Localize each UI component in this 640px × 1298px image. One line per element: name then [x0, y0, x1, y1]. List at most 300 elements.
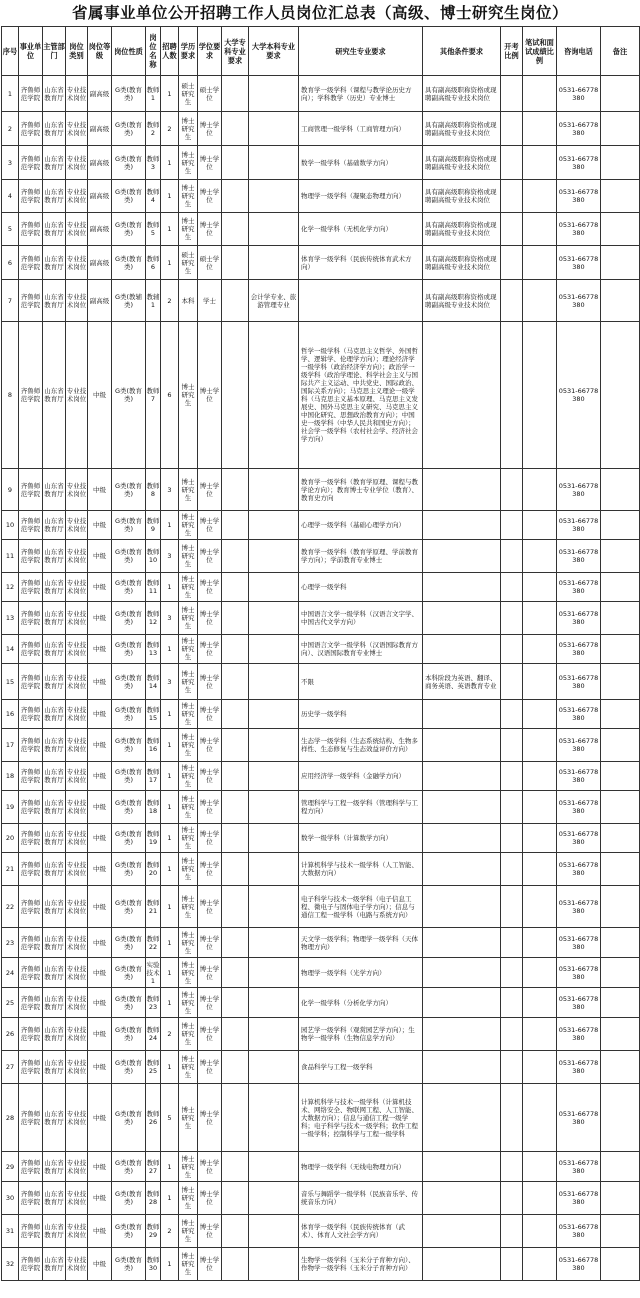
cell-other-requirements — [423, 762, 501, 791]
cell-seq: 30 — [2, 1182, 19, 1215]
cell-college-major — [222, 322, 249, 469]
cell-remarks — [601, 511, 640, 540]
cell-post-name: 教辅1 — [146, 280, 161, 322]
cell-exam-ratio — [501, 635, 523, 664]
cell-category: 专业技术岗位 — [66, 246, 88, 280]
cell-exam-ratio — [501, 988, 523, 1018]
table-row — [2, 1152, 640, 1182]
cell-education: 博士研究生 — [179, 700, 198, 729]
cell-remarks — [601, 824, 640, 853]
cell-nature: G类(教育类) — [112, 700, 146, 729]
cell-other-requirements — [423, 1215, 501, 1248]
cell-bachelor-major — [249, 1182, 299, 1215]
header-unit: 事业单位 — [19, 27, 43, 76]
cell-dept: 山东省教育厅 — [43, 573, 66, 602]
cell-count: 1 — [161, 511, 179, 540]
cell-other-requirements: 具有副高级职称资格或现聘副高级专业技术岗位 — [423, 213, 501, 246]
cell-college-major — [222, 573, 249, 602]
cell-college-major — [222, 602, 249, 635]
header-graduate-major: 研究生专业要求 — [299, 27, 423, 76]
cell-dept: 山东省教育厅 — [43, 1215, 66, 1248]
cell-graduate-major: 生态学一级学科（生态系统结构、生物多样性、生态修复与生态效益评价方向） — [299, 729, 423, 762]
cell-college-major — [222, 1152, 249, 1182]
cell-category: 专业技术岗位 — [66, 729, 88, 762]
cell-category: 专业技术岗位 — [66, 76, 88, 112]
cell-category: 专业技术岗位 — [66, 1215, 88, 1248]
cell-college-major — [222, 886, 249, 928]
cell-college-major — [222, 824, 249, 853]
cell-degree: 博士学位 — [198, 469, 222, 511]
cell-level: 中级 — [88, 700, 112, 729]
page-title: 省属事业单位公开招聘工作人员岗位汇总表（高级、博士研究生岗位） — [71, 3, 568, 22]
cell-bachelor-major — [249, 635, 299, 664]
cell-score-ratio — [523, 664, 557, 700]
cell-dept: 山东省教育厅 — [43, 635, 66, 664]
cell-nature: G类(教育类) — [112, 729, 146, 762]
cell-remarks — [601, 1215, 640, 1248]
cell-college-major — [222, 540, 249, 573]
header-other-requirements: 其他条件要求 — [423, 27, 501, 76]
cell-nature: G类(教育类) — [112, 180, 146, 213]
cell-nature: G类(教育类) — [112, 213, 146, 246]
cell-phone: 0531-66778380 — [557, 469, 601, 511]
cell-score-ratio — [523, 602, 557, 635]
cell-dept: 山东省教育厅 — [43, 1018, 66, 1051]
cell-category: 专业技术岗位 — [66, 322, 88, 469]
cell-college-major — [222, 1084, 249, 1152]
cell-phone: 0531-66778380 — [557, 1018, 601, 1051]
cell-education: 博士研究生 — [179, 469, 198, 511]
cell-unit: 齐鲁师范学院 — [19, 76, 43, 112]
cell-count: 1 — [161, 573, 179, 602]
cell-seq: 31 — [2, 1215, 19, 1248]
cell-exam-ratio — [501, 146, 523, 180]
cell-remarks — [601, 602, 640, 635]
cell-graduate-major: 数学一级学科（基础数学方向） — [299, 146, 423, 180]
cell-bachelor-major — [249, 664, 299, 700]
cell-score-ratio — [523, 791, 557, 824]
cell-seq: 22 — [2, 886, 19, 928]
cell-bachelor-major — [249, 469, 299, 511]
cell-unit: 齐鲁师范学院 — [19, 729, 43, 762]
cell-unit: 齐鲁师范学院 — [19, 886, 43, 928]
cell-other-requirements — [423, 853, 501, 886]
cell-degree: 硕士学位 — [198, 76, 222, 112]
cell-remarks — [601, 1182, 640, 1215]
cell-phone: 0531-66778380 — [557, 958, 601, 988]
cell-graduate-major: 生物学一级学科（玉米分子育种方向）、作物学一级学科（玉米分子育种方向） — [299, 1248, 423, 1281]
cell-category: 专业技术岗位 — [66, 213, 88, 246]
cell-dept: 山东省教育厅 — [43, 928, 66, 958]
cell-remarks — [601, 635, 640, 664]
cell-seq: 9 — [2, 469, 19, 511]
cell-exam-ratio — [501, 700, 523, 729]
cell-remarks — [601, 180, 640, 213]
table-row — [2, 1248, 640, 1281]
cell-graduate-major: 物理学一级学科（凝聚态物理方向） — [299, 180, 423, 213]
cell-education: 博士研究生 — [179, 958, 198, 988]
cell-phone: 0531-66778380 — [557, 1051, 601, 1084]
cell-seq: 6 — [2, 246, 19, 280]
table-row — [2, 886, 640, 928]
cell-post-name: 教师18 — [146, 791, 161, 824]
cell-post-name: 教师5 — [146, 213, 161, 246]
cell-graduate-major: 中国语言文学一级学科（汉语国际教育方向）、汉语国际教育专业博士 — [299, 635, 423, 664]
cell-count: 2 — [161, 1215, 179, 1248]
cell-count: 1 — [161, 1182, 179, 1215]
cell-level: 中级 — [88, 1018, 112, 1051]
cell-category: 专业技术岗位 — [66, 664, 88, 700]
cell-graduate-major: 应用经济学一级学科（金融学方向） — [299, 762, 423, 791]
cell-phone: 0531-66778380 — [557, 112, 601, 146]
cell-nature: G类(教育类) — [112, 246, 146, 280]
cell-category: 专业技术岗位 — [66, 180, 88, 213]
cell-nature: G类(教育类) — [112, 602, 146, 635]
cell-college-major — [222, 988, 249, 1018]
header-dept: 主管部门 — [43, 27, 66, 76]
cell-other-requirements — [423, 1182, 501, 1215]
cell-phone: 0531-66778380 — [557, 511, 601, 540]
cell-score-ratio — [523, 76, 557, 112]
table-row — [2, 76, 640, 112]
cell-phone: 0531-66778380 — [557, 1084, 601, 1152]
cell-nature: G类(教育类) — [112, 146, 146, 180]
cell-exam-ratio — [501, 76, 523, 112]
cell-seq: 28 — [2, 1084, 19, 1152]
cell-remarks — [601, 1051, 640, 1084]
cell-level: 中级 — [88, 886, 112, 928]
cell-degree: 博士学位 — [198, 664, 222, 700]
cell-dept: 山东省教育厅 — [43, 602, 66, 635]
cell-other-requirements — [423, 322, 501, 469]
cell-phone: 0531-66778380 — [557, 729, 601, 762]
cell-level: 中级 — [88, 1248, 112, 1281]
cell-education: 本科 — [179, 280, 198, 322]
table-row — [2, 213, 640, 246]
cell-education: 博士研究生 — [179, 729, 198, 762]
cell-count: 1 — [161, 762, 179, 791]
cell-unit: 齐鲁师范学院 — [19, 180, 43, 213]
cell-dept: 山东省教育厅 — [43, 1051, 66, 1084]
cell-nature: G类(教育类) — [112, 540, 146, 573]
table-row — [2, 573, 640, 602]
cell-seq: 23 — [2, 928, 19, 958]
cell-bachelor-major — [249, 1018, 299, 1051]
cell-graduate-major: 天文学一级学科；物理学一级学科（天体物理方向） — [299, 928, 423, 958]
cell-phone: 0531-66778380 — [557, 602, 601, 635]
cell-exam-ratio — [501, 602, 523, 635]
table-row — [2, 928, 640, 958]
cell-other-requirements: 本科阶段为英语、翻译、商务英语、英语教育专业 — [423, 664, 501, 700]
cell-category: 专业技术岗位 — [66, 635, 88, 664]
cell-level: 中级 — [88, 602, 112, 635]
cell-count: 1 — [161, 1248, 179, 1281]
table-row — [2, 791, 640, 824]
cell-other-requirements — [423, 928, 501, 958]
table-row — [2, 511, 640, 540]
cell-unit: 齐鲁师范学院 — [19, 213, 43, 246]
cell-education: 硕士研究生 — [179, 76, 198, 112]
cell-graduate-major: 教育学一级学科（教育学原理、学前教育学方向）；学前教育专业博士 — [299, 540, 423, 573]
cell-category: 专业技术岗位 — [66, 1051, 88, 1084]
cell-score-ratio — [523, 1182, 557, 1215]
cell-category: 专业技术岗位 — [66, 1084, 88, 1152]
cell-bachelor-major — [249, 988, 299, 1018]
cell-unit: 齐鲁师范学院 — [19, 1084, 43, 1152]
cell-education: 博士研究生 — [179, 824, 198, 853]
cell-degree: 博士学位 — [198, 1215, 222, 1248]
table-row — [2, 1182, 640, 1215]
cell-level: 副高级 — [88, 76, 112, 112]
cell-unit: 齐鲁师范学院 — [19, 112, 43, 146]
cell-college-major — [222, 635, 249, 664]
cell-education: 博士研究生 — [179, 988, 198, 1018]
cell-other-requirements — [423, 1084, 501, 1152]
cell-score-ratio — [523, 112, 557, 146]
cell-count: 1 — [161, 246, 179, 280]
cell-degree: 博士学位 — [198, 635, 222, 664]
cell-seq: 16 — [2, 700, 19, 729]
cell-other-requirements — [423, 791, 501, 824]
cell-phone: 0531-66778380 — [557, 540, 601, 573]
cell-nature: G类(教育类) — [112, 469, 146, 511]
cell-exam-ratio — [501, 1182, 523, 1215]
cell-post-name: 教师16 — [146, 729, 161, 762]
cell-other-requirements: 具有副高级职称资格或现聘副高级专业技术岗位 — [423, 146, 501, 180]
header-bachelor-major: 大学本科专业要求 — [249, 27, 299, 76]
cell-post-name: 教师25 — [146, 1051, 161, 1084]
cell-education: 博士研究生 — [179, 664, 198, 700]
cell-other-requirements — [423, 988, 501, 1018]
cell-score-ratio — [523, 700, 557, 729]
cell-dept: 山东省教育厅 — [43, 1084, 66, 1152]
cell-level: 副高级 — [88, 180, 112, 213]
header-remarks: 备注 — [601, 27, 640, 76]
cell-category: 专业技术岗位 — [66, 602, 88, 635]
cell-phone: 0531-66778380 — [557, 988, 601, 1018]
cell-graduate-major: 计算机科学与技术一级学科（人工智能、大数据方向） — [299, 853, 423, 886]
cell-college-major — [222, 1182, 249, 1215]
cell-seq: 8 — [2, 322, 19, 469]
cell-bachelor-major — [249, 729, 299, 762]
cell-category: 专业技术岗位 — [66, 1018, 88, 1051]
cell-level: 副高级 — [88, 213, 112, 246]
cell-dept: 山东省教育厅 — [43, 664, 66, 700]
cell-seq: 13 — [2, 602, 19, 635]
cell-other-requirements — [423, 602, 501, 635]
header-category: 岗位类别 — [66, 27, 88, 76]
cell-bachelor-major — [249, 180, 299, 213]
cell-unit: 齐鲁师范学院 — [19, 988, 43, 1018]
cell-score-ratio — [523, 729, 557, 762]
cell-post-name: 实验技术1 — [146, 958, 161, 988]
table-row — [2, 246, 640, 280]
cell-degree: 博士学位 — [198, 791, 222, 824]
cell-category: 专业技术岗位 — [66, 280, 88, 322]
cell-remarks — [601, 540, 640, 573]
cell-count: 2 — [161, 112, 179, 146]
cell-dept: 山东省教育厅 — [43, 322, 66, 469]
cell-degree: 博士学位 — [198, 146, 222, 180]
cell-degree: 硕士学位 — [198, 246, 222, 280]
cell-other-requirements — [423, 635, 501, 664]
cell-graduate-major: 管理科学与工程一级学科（管理科学与工程方向） — [299, 791, 423, 824]
cell-graduate-major: 物理学一级学科（无线电物理方向） — [299, 1152, 423, 1182]
cell-remarks — [601, 886, 640, 928]
cell-other-requirements — [423, 1018, 501, 1051]
cell-education: 博士研究生 — [179, 886, 198, 928]
cell-degree: 博士学位 — [198, 886, 222, 928]
cell-score-ratio — [523, 958, 557, 988]
cell-level: 中级 — [88, 729, 112, 762]
header-seq: 序号 — [2, 27, 19, 76]
cell-remarks — [601, 700, 640, 729]
cell-exam-ratio — [501, 469, 523, 511]
cell-education: 博士研究生 — [179, 635, 198, 664]
table-row — [2, 146, 640, 180]
cell-count: 1 — [161, 729, 179, 762]
cell-education: 博士研究生 — [179, 540, 198, 573]
cell-remarks — [601, 213, 640, 246]
table-row — [2, 664, 640, 700]
cell-bachelor-major — [249, 1084, 299, 1152]
cell-unit: 齐鲁师范学院 — [19, 824, 43, 853]
cell-phone: 0531-66778380 — [557, 280, 601, 322]
cell-seq: 11 — [2, 540, 19, 573]
cell-dept: 山东省教育厅 — [43, 213, 66, 246]
cell-unit: 齐鲁师范学院 — [19, 1018, 43, 1051]
cell-exam-ratio — [501, 958, 523, 988]
cell-college-major — [222, 664, 249, 700]
cell-college-major — [222, 213, 249, 246]
header-nature: 岗位性质 — [112, 27, 146, 76]
header-score-ratio: 笔试和面试成绩比例 — [523, 27, 557, 76]
cell-dept: 山东省教育厅 — [43, 700, 66, 729]
cell-count: 1 — [161, 76, 179, 112]
cell-bachelor-major — [249, 146, 299, 180]
table-row — [2, 762, 640, 791]
cell-unit: 齐鲁师范学院 — [19, 635, 43, 664]
table-row — [2, 180, 640, 213]
cell-count: 1 — [161, 886, 179, 928]
table-row — [2, 540, 640, 573]
cell-level: 中级 — [88, 1152, 112, 1182]
table-row — [2, 853, 640, 886]
cell-exam-ratio — [501, 853, 523, 886]
cell-score-ratio — [523, 540, 557, 573]
cell-dept: 山东省教育厅 — [43, 824, 66, 853]
cell-remarks — [601, 146, 640, 180]
cell-exam-ratio — [501, 540, 523, 573]
cell-seq: 15 — [2, 664, 19, 700]
cell-dept: 山东省教育厅 — [43, 76, 66, 112]
cell-dept: 山东省教育厅 — [43, 853, 66, 886]
cell-college-major — [222, 112, 249, 146]
header-exam-ratio: 开考比例 — [501, 27, 523, 76]
cell-score-ratio — [523, 1215, 557, 1248]
header-post-name: 岗位名称 — [146, 27, 161, 76]
cell-category: 专业技术岗位 — [66, 853, 88, 886]
table-row — [2, 824, 640, 853]
cell-other-requirements — [423, 469, 501, 511]
cell-count: 1 — [161, 700, 179, 729]
cell-education: 博士研究生 — [179, 1018, 198, 1051]
cell-phone: 0531-66778380 — [557, 886, 601, 928]
cell-level: 中级 — [88, 1215, 112, 1248]
header-level: 岗位等级 — [88, 27, 112, 76]
cell-phone: 0531-66778380 — [557, 762, 601, 791]
cell-education: 博士研究生 — [179, 322, 198, 469]
cell-unit: 齐鲁师范学院 — [19, 280, 43, 322]
cell-exam-ratio — [501, 886, 523, 928]
cell-nature: G类(教育类) — [112, 988, 146, 1018]
cell-nature: G类(教育类) — [112, 1152, 146, 1182]
cell-phone: 0531-66778380 — [557, 928, 601, 958]
cell-remarks — [601, 664, 640, 700]
cell-level: 中级 — [88, 469, 112, 511]
cell-nature: G类(教育类) — [112, 824, 146, 853]
cell-category: 专业技术岗位 — [66, 511, 88, 540]
cell-unit: 齐鲁师范学院 — [19, 1215, 43, 1248]
table-row — [2, 1051, 640, 1084]
cell-post-name: 教师10 — [146, 540, 161, 573]
cell-college-major — [222, 958, 249, 988]
cell-nature: G类(教育类) — [112, 511, 146, 540]
header-college-major: 大学专科专业要求 — [222, 27, 249, 76]
cell-remarks — [601, 1084, 640, 1152]
cell-score-ratio — [523, 180, 557, 213]
cell-degree: 博士学位 — [198, 213, 222, 246]
cell-score-ratio — [523, 824, 557, 853]
table-row — [2, 1018, 640, 1051]
cell-education: 博士研究生 — [179, 853, 198, 886]
cell-graduate-major: 心理学一级学科（基础心理学方向） — [299, 511, 423, 540]
cell-nature: G类(教育类) — [112, 1248, 146, 1281]
cell-exam-ratio — [501, 824, 523, 853]
cell-level: 中级 — [88, 664, 112, 700]
cell-degree: 博士学位 — [198, 573, 222, 602]
cell-bachelor-major — [249, 762, 299, 791]
cell-category: 专业技术岗位 — [66, 1182, 88, 1215]
table-row — [2, 1215, 640, 1248]
cell-exam-ratio — [501, 1084, 523, 1152]
cell-score-ratio — [523, 1084, 557, 1152]
cell-count: 1 — [161, 1152, 179, 1182]
cell-bachelor-major — [249, 322, 299, 469]
cell-seq: 4 — [2, 180, 19, 213]
table-row — [2, 1084, 640, 1152]
cell-bachelor-major — [249, 213, 299, 246]
cell-degree: 博士学位 — [198, 700, 222, 729]
cell-count: 5 — [161, 1084, 179, 1152]
cell-bachelor-major — [249, 76, 299, 112]
cell-exam-ratio — [501, 246, 523, 280]
cell-remarks — [601, 988, 640, 1018]
cell-bachelor-major — [249, 791, 299, 824]
cell-education: 博士研究生 — [179, 511, 198, 540]
cell-graduate-major: 化学一级学科（无机化学方向） — [299, 213, 423, 246]
cell-count: 1 — [161, 791, 179, 824]
cell-degree: 博士学位 — [198, 1084, 222, 1152]
cell-level: 中级 — [88, 635, 112, 664]
cell-level: 中级 — [88, 573, 112, 602]
cell-post-name: 教师22 — [146, 928, 161, 958]
cell-phone: 0531-66778380 — [557, 824, 601, 853]
cell-graduate-major: 体育学一级学科（民族传统体育武术方向） — [299, 246, 423, 280]
cell-level: 副高级 — [88, 146, 112, 180]
cell-other-requirements — [423, 511, 501, 540]
cell-education: 博士研究生 — [179, 146, 198, 180]
